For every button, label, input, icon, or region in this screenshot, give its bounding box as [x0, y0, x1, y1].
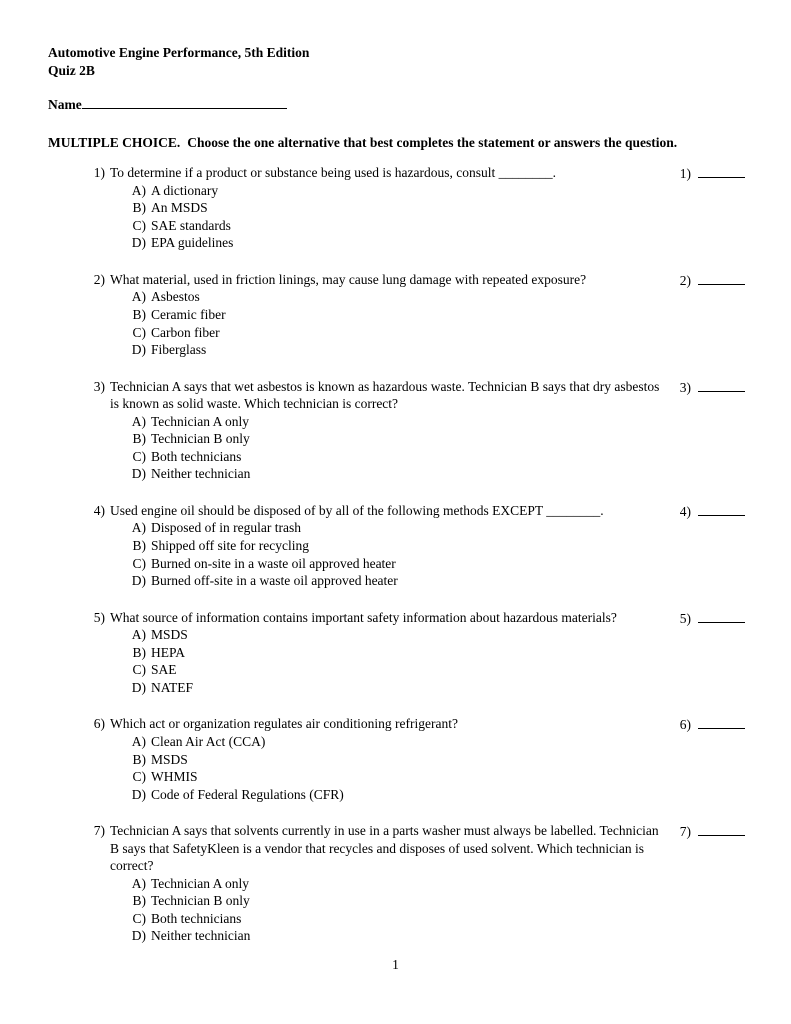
answer-slot	[680, 378, 745, 397]
question-body	[110, 609, 664, 697]
option-text: Clean Air Act (CCA)	[151, 733, 266, 749]
answer-option	[130, 875, 664, 893]
option-text: EPA guidelines	[151, 235, 234, 251]
option-letter: B)	[132, 893, 146, 909]
answer-option	[130, 519, 664, 537]
answer-blank-line	[698, 271, 745, 285]
question-body	[110, 378, 664, 483]
section-instruction: Choose the one alternative that best completes the statement or answers the question.	[187, 134, 678, 150]
section-heading	[48, 134, 745, 152]
option-letter: C)	[132, 217, 146, 233]
option-letter: D)	[131, 235, 146, 251]
question-text: Technician A says that wet asbestos is known as hazardous waste. Technician B says that dry asbestos is known as solid waste. Which technician is correct?	[110, 378, 660, 412]
question-block	[92, 164, 745, 252]
answer-option	[130, 555, 664, 573]
document-header	[48, 44, 745, 79]
answer-slot	[680, 164, 745, 183]
answer-number: 5)	[679, 610, 691, 626]
option-text: Disposed of in regular trash	[151, 520, 301, 536]
option-letter: B)	[132, 200, 146, 216]
option-letter: C)	[132, 910, 146, 926]
option-letter: C)	[132, 662, 146, 678]
question-text: What source of information contains important safety information about hazardous materials?	[110, 609, 617, 625]
answer-option	[130, 626, 664, 644]
option-text: Both technicians	[151, 910, 242, 926]
section-heading-label: MULTIPLE CHOICE.	[48, 134, 181, 150]
option-text: Burned off-site in a waste oil approved heater	[151, 573, 398, 589]
option-text: SAE standards	[151, 217, 231, 233]
option-text: MSDS	[151, 627, 188, 643]
option-text: Shipped off site for recycling	[151, 538, 309, 554]
options-list	[130, 875, 664, 945]
option-letter: A)	[131, 733, 146, 749]
option-text: HEPA	[151, 644, 186, 660]
question-number: 1)	[93, 165, 105, 181]
name-label: Name	[48, 97, 82, 113]
answer-number: 4)	[679, 503, 691, 519]
option-text: Neither technician	[151, 928, 251, 944]
answer-option	[130, 927, 664, 945]
answer-slot	[680, 502, 745, 521]
question-text: What material, used in friction linings, may cause lung damage with repeated exposure?	[110, 271, 587, 287]
answer-option	[130, 786, 664, 804]
question-number: 5)	[93, 609, 105, 625]
option-letter: B)	[132, 644, 146, 660]
option-letter: D)	[131, 573, 146, 589]
answer-number: 7)	[679, 824, 691, 840]
page-number: 1	[392, 957, 399, 973]
answer-option	[130, 910, 664, 928]
question-text: To determine if a product or substance being used is hazardous, consult ________.	[110, 165, 556, 181]
question-text: Used engine oil should be disposed of by all of the following methods EXCEPT ________.	[110, 502, 604, 518]
question-main	[92, 609, 664, 697]
question-body	[110, 822, 664, 945]
question-body	[110, 715, 664, 803]
option-letter: A)	[131, 520, 146, 536]
answer-number: 2)	[679, 272, 691, 288]
option-letter: C)	[132, 769, 146, 785]
option-text: Technician B only	[151, 431, 250, 447]
answer-option	[130, 448, 664, 466]
option-text: An MSDS	[151, 200, 208, 216]
question-block	[92, 715, 745, 803]
answer-blank-line	[698, 164, 745, 178]
question-number: 4)	[93, 502, 105, 518]
option-letter: D)	[131, 786, 146, 802]
answer-option	[130, 341, 664, 359]
answer-slot	[680, 822, 745, 841]
question-number: 2)	[93, 271, 105, 287]
answer-option	[130, 892, 664, 910]
question-main	[92, 378, 664, 483]
answer-option	[130, 572, 664, 590]
option-letter: B)	[132, 538, 146, 554]
question-body	[110, 164, 664, 252]
option-letter: A)	[131, 875, 146, 891]
answer-slot	[680, 271, 745, 290]
question-body	[110, 271, 664, 359]
answer-option	[130, 324, 664, 342]
options-list	[130, 288, 664, 358]
option-text: Carbon fiber	[151, 324, 220, 340]
question-main	[92, 271, 664, 359]
question-block	[92, 271, 745, 359]
options-list	[130, 182, 664, 252]
option-letter: C)	[132, 448, 146, 464]
answer-blank-line	[698, 502, 745, 516]
answer-option	[130, 199, 664, 217]
option-text: Burned on-site in a waste oil approved heater	[151, 555, 396, 571]
option-text: MSDS	[151, 751, 188, 767]
answer-number: 3)	[679, 379, 691, 395]
option-text: SAE	[151, 662, 177, 678]
question-main	[92, 502, 664, 590]
option-letter: B)	[132, 307, 146, 323]
option-letter: A)	[131, 182, 146, 198]
options-list	[130, 413, 664, 483]
question-block	[92, 609, 745, 697]
option-letter: B)	[132, 751, 146, 767]
answer-blank-line	[698, 378, 745, 392]
question-main	[92, 164, 664, 252]
option-text: NATEF	[151, 679, 194, 695]
question-body	[110, 502, 664, 590]
answer-option	[130, 661, 664, 679]
option-letter: D)	[131, 466, 146, 482]
answer-option	[130, 430, 664, 448]
option-letter: A)	[131, 413, 146, 429]
option-text: Technician B only	[151, 893, 250, 909]
question-main	[92, 822, 664, 945]
option-text: Ceramic fiber	[151, 307, 226, 323]
question-block	[92, 502, 745, 590]
option-letter: C)	[132, 324, 146, 340]
question-number: 7)	[93, 823, 105, 839]
answer-option	[130, 644, 664, 662]
name-blank-line	[82, 95, 287, 109]
question-number: 3)	[93, 378, 105, 394]
question-text: Which act or organization regulates air conditioning refrigerant?	[110, 716, 458, 732]
name-row	[48, 95, 745, 114]
answer-option	[130, 733, 664, 751]
option-text: Fiberglass	[151, 342, 207, 358]
question-number: 6)	[93, 716, 105, 732]
questions-list	[48, 164, 745, 945]
answer-option	[130, 768, 664, 786]
options-list	[130, 519, 664, 589]
answer-blank-line	[698, 822, 745, 836]
answer-option	[130, 537, 664, 555]
option-letter: D)	[131, 342, 146, 358]
answer-option	[130, 182, 664, 200]
option-letter: D)	[131, 928, 146, 944]
answer-option	[130, 413, 664, 431]
answer-option	[130, 679, 664, 697]
answer-blank-line	[698, 609, 745, 623]
option-text: Code of Federal Regulations (CFR)	[151, 786, 344, 802]
answer-option	[130, 751, 664, 769]
option-letter: D)	[131, 679, 146, 695]
option-letter: A)	[131, 627, 146, 643]
option-letter: B)	[132, 431, 146, 447]
answer-slot	[680, 715, 745, 734]
quiz-number: Quiz 2B	[48, 62, 95, 78]
options-list	[130, 626, 664, 696]
answer-slot	[680, 609, 745, 628]
option-text: Both technicians	[151, 448, 242, 464]
answer-option	[130, 465, 664, 483]
option-text: WHMIS	[151, 769, 198, 785]
option-text: A dictionary	[151, 182, 219, 198]
answer-option	[130, 288, 664, 306]
option-letter: C)	[132, 555, 146, 571]
answer-option	[130, 306, 664, 324]
option-text: Technician A only	[151, 875, 250, 891]
option-text: Technician A only	[151, 413, 250, 429]
option-text: Asbestos	[151, 289, 200, 305]
question-block	[92, 378, 745, 483]
answer-option	[130, 217, 664, 235]
answer-number: 1)	[679, 166, 691, 182]
options-list	[130, 733, 664, 803]
answer-option	[130, 234, 664, 252]
option-text: Neither technician	[151, 466, 251, 482]
question-main	[92, 715, 664, 803]
question-block	[92, 822, 745, 945]
answer-blank-line	[698, 715, 745, 729]
option-letter: A)	[131, 289, 146, 305]
page-footer	[0, 956, 791, 974]
answer-number: 6)	[679, 717, 691, 733]
document-title: Automotive Engine Performance, 5th Edition	[48, 45, 310, 60]
question-text: Technician A says that solvents currently in use in a parts washer must always be labelled. Technician B says that SafetyKleen is a vendor that recycles and disposes of used solvent. Which technician is correct?	[110, 823, 659, 874]
